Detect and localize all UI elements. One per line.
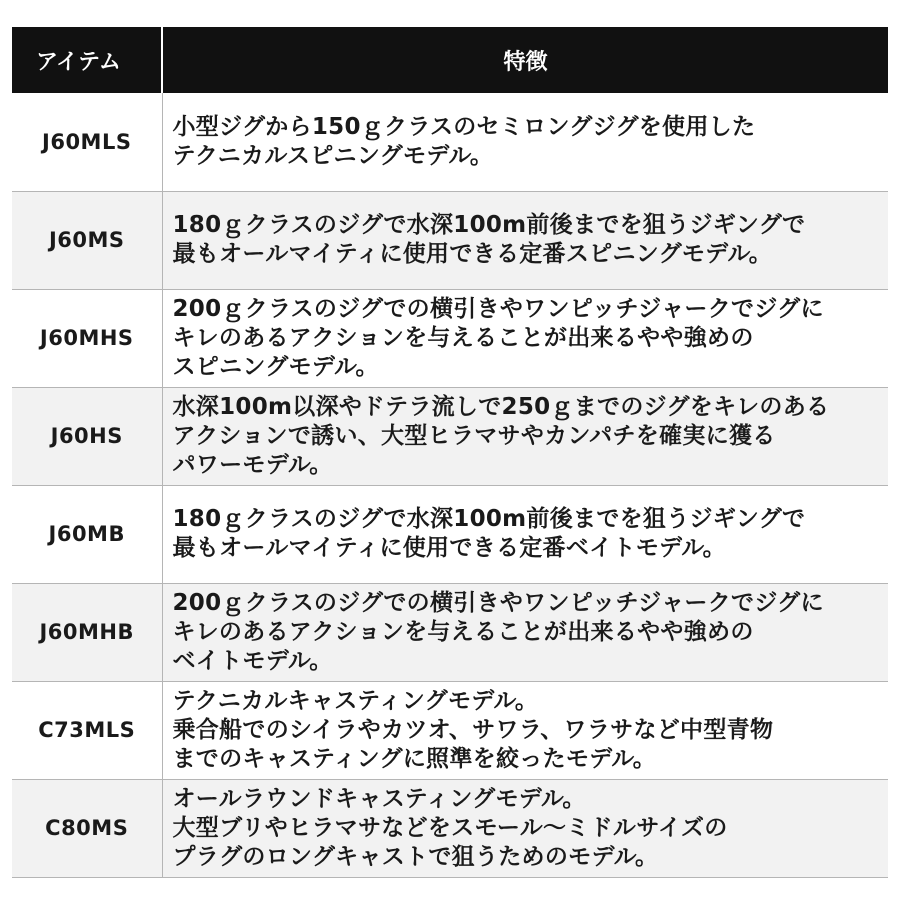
table-row: [12, 681, 888, 779]
table-row: [12, 289, 888, 387]
item-code: J60MLS: [12, 93, 162, 191]
table-row: [12, 583, 888, 681]
feature-line: 乗合船でのシイラやカツオ、サワラ、ワラサなど中型青物: [172, 716, 774, 743]
feature-description: [162, 289, 888, 387]
feature-line: 小型ジグから150ｇクラスのセミロングジグを使用した: [172, 113, 756, 140]
feature-line: テクニカルスピニングモデル。: [172, 142, 494, 169]
feature-line: 最もオールマイティに使用できる定番スピニングモデル。: [172, 241, 773, 267]
spec-table: [12, 27, 888, 878]
header-feature: 特徴: [503, 49, 548, 75]
feature-line: ベイトモデル。: [172, 647, 333, 674]
item-code: J60MB: [12, 485, 162, 583]
feature-description: [162, 485, 888, 583]
feature-line: 200ｇクラスのジグでの横引きやワンピッチジャークでジグに: [172, 295, 824, 322]
feature-line: パワーモデル。: [172, 451, 333, 478]
table-row: [12, 191, 888, 289]
item-code: C73MLS: [12, 681, 162, 779]
feature-line: 最もオールマイティに使用できる定番ベイトモデル。: [172, 535, 726, 561]
spec-table-container: [12, 27, 888, 878]
item-code: J60MS: [12, 191, 162, 289]
item-code: C80MS: [12, 779, 162, 877]
feature-line: テクニカルキャスティングモデル。: [172, 687, 539, 714]
feature-description: [162, 387, 888, 485]
feature-description: [162, 779, 888, 877]
feature-line: までのキャスティングに照準を絞ったモデル。: [172, 745, 657, 772]
feature-description: [162, 583, 888, 681]
feature-line: 大型ブリやヒラマサなどをスモール～ミドルサイズの: [172, 814, 728, 841]
table-row: [12, 387, 888, 485]
feature-line: 180ｇクラスのジグで水深100m前後までを狙うジギングで: [172, 506, 806, 532]
feature-line: 水深100m以深やドテラ流しで250ｇまでのジグをキレのある: [172, 393, 830, 420]
feature-line: キレのあるアクションを与えることが出来るやや強めの: [172, 324, 754, 351]
item-code: J60MHB: [12, 583, 162, 681]
table-row: [12, 93, 888, 191]
table-row: [12, 485, 888, 583]
feature-line: アクションで誘い、大型ヒラマサやカンパチを確実に獲る: [172, 422, 776, 449]
feature-line: スピニングモデル。: [172, 353, 379, 380]
table-header-row: [12, 27, 888, 93]
feature-line: 200ｇクラスのジグでの横引きやワンピッチジャークでジグに: [172, 589, 824, 616]
item-code: J60HS: [12, 387, 162, 485]
feature-line: オールラウンドキャスティングモデル。: [172, 785, 586, 812]
feature-line: キレのあるアクションを与えることが出来るやや強めの: [172, 618, 754, 645]
feature-line: プラグのロングキャストで狙うためのモデル。: [172, 843, 659, 870]
table-row: [12, 779, 888, 877]
item-code: J60MHS: [12, 289, 162, 387]
header-item: アイテム: [12, 27, 162, 93]
feature-description: [162, 681, 888, 779]
feature-description: [162, 93, 888, 191]
feature-description: [162, 191, 888, 289]
feature-line: 180ｇクラスのジグで水深100m前後までを狙うジギングで: [172, 212, 806, 238]
